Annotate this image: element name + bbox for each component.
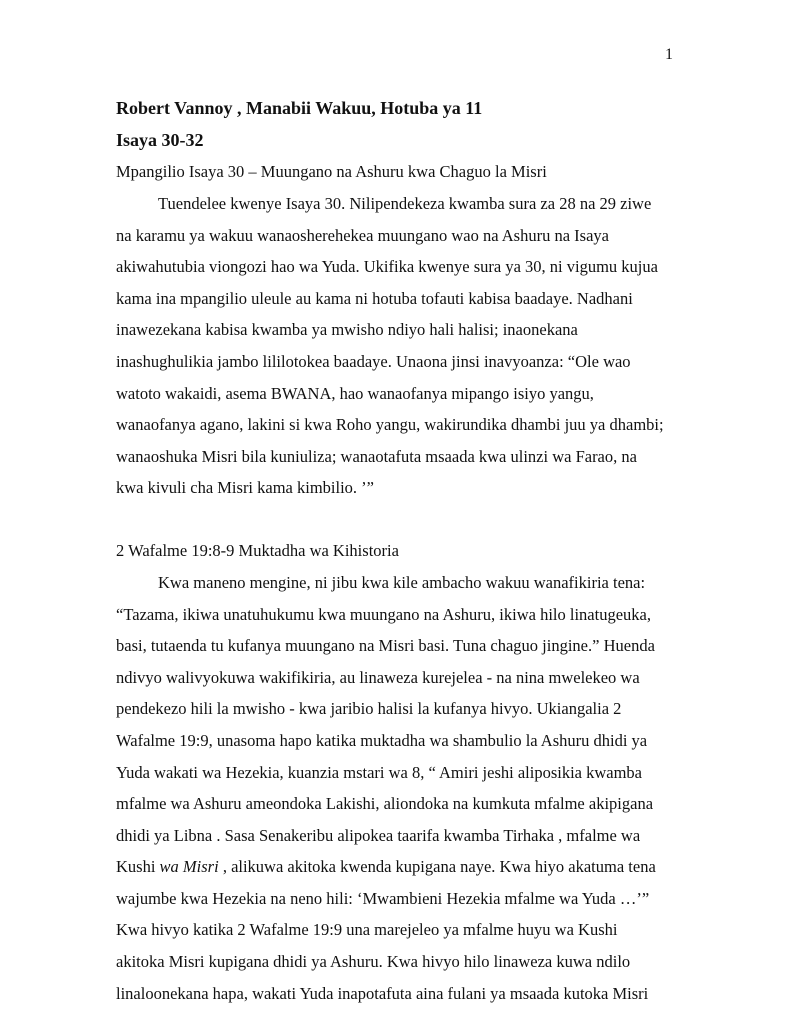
- text-line: dhidi ya Libna . Sasa Senakeribu alipokea taarifa kwamba Tirhaka , mfalme wa: [116, 825, 641, 845]
- section-heading-1: Mpangilio Isaya 30 – Muungano na Ashuru kwa Chaguo la Misri: [116, 162, 547, 181]
- text-line: mfalme wa Ashuru ameondoka Lakishi, aliondoka na kumkuta mfalme akipigana: [116, 794, 654, 814]
- text-line: kwa kivuli cha Misri kama kimbilio. ’”: [116, 478, 374, 498]
- text-segment: Kushi: [116, 857, 160, 877]
- text-line: inawezekana kabisa kwamba ya mwisho ndiyo hali halisi; inaonekana: [116, 320, 578, 340]
- document-body: [116, 92, 686, 1009]
- text-line: Kwa maneno mengine, ni jibu kwa kile ambacho wakuu wanafikiria tena:: [158, 572, 646, 592]
- paragraph-1: [116, 188, 686, 504]
- text-line: basi, tutaenda tu kufanya muungano na Misri basi. Tuna chaguo jingine.” Huenda: [116, 636, 655, 656]
- text-line: Wafalme 19:9, unasoma hapo katika muktadha wa shambulio la Ashuru dhidi ya: [116, 730, 648, 750]
- italic-text: wa Misri: [159, 857, 219, 877]
- text-line: wajumbe kwa Hezekia na neno hili: ‘Mwambieni Hezekia mfalme wa Yuda …’”: [116, 888, 650, 908]
- text-line: Tuendelee kwenye Isaya 30. Nilipendekeza kwamba sura za 28 na 29 ziwe: [158, 194, 652, 213]
- text-line: ndivyo walivyokuwa wakifikiria, au linaweza kurejelea - na nina mwelekeo wa: [116, 667, 640, 687]
- text-line: akitoka Misri kupigana dhidi ya Ashuru. Kwa hivyo hilo linaweza kuwa ndilo: [116, 952, 631, 972]
- text-line: watoto wakaidi, asema BWANA, hao wanaofanya mipango isiyo yangu,: [116, 383, 594, 403]
- text-line: Kwa hivyo katika 2 Wafalme 19:9 una marejeleo ya mfalme huyu wa Kushi: [116, 920, 618, 940]
- text-line: Yuda wakati wa Hezekia, kuanzia mstari wa 8, “ Amiri jeshi aliposikia kwamba: [116, 762, 643, 782]
- page-number: 1: [665, 46, 673, 63]
- text-line: linaloonekana hapa, wakati Yuda inapotafuta aina fulani ya msaada kutoka Misri: [116, 983, 649, 1003]
- document-title: Robert Vannoy , Manabii Wakuu, Hotuba ya 11: [116, 98, 483, 118]
- document-subtitle: Isaya 30-32: [116, 130, 204, 150]
- text-segment: , alikuwa akitoka kwenda kupigana naye. Kwa hiyo akatuma tena: [218, 857, 656, 877]
- paragraph-gap: [116, 504, 686, 535]
- section-heading-2: 2 Wafalme 19:8-9 Muktadha wa Kihistoria: [116, 540, 399, 560]
- paragraph-2: [116, 567, 686, 1009]
- text-line-with-italic: [116, 851, 686, 883]
- text-line: wanaofanya agano, lakini si kwa Roho yangu, wakirundika dhambi juu ya dhambi;: [116, 415, 664, 435]
- text-line: pendekezo hili la mwisho - kwa jaribio halisi la kufanya hivyo. Ukiangalia 2: [116, 699, 622, 719]
- text-line: akiwahutubia viongozi hao wa Yuda. Ukifika kwenye sura ya 30, ni vigumu kujua: [116, 257, 658, 277]
- text-line: kama ina mpangilio uleule au kama ni hotuba tofauti kabisa baadaye. Nadhani: [116, 288, 633, 308]
- text-line: inashughulikia jambo lililotokea baadaye. Unaona jinsi inavyoanza: “Ole wao: [116, 351, 631, 371]
- text-line: “Tazama, ikiwa unatuhukumu kwa muungano na Ashuru, ikiwa hilo linatugeuka,: [116, 604, 651, 624]
- text-line: na karamu ya wakuu wanaosherehekea muungano wao na Ashuru na Isaya: [116, 225, 609, 245]
- text-line: wanaoshuka Misri bila kuniuliza; wanaotafuta msaada kwa ulinzi wa Farao, na: [116, 446, 637, 466]
